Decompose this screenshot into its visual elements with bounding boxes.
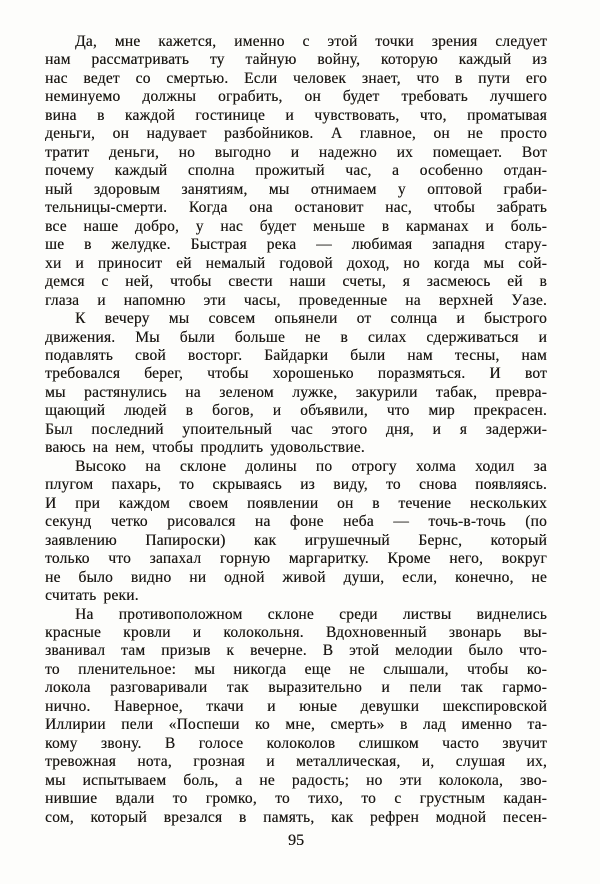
text-block	[45, 33, 547, 827]
text-line: подавлять свой восторг. Байдарки были нам тесны, нам	[45, 346, 547, 364]
text-line: нично. Наверное, ткачи и юные девушки шекспировской	[45, 697, 547, 715]
text-line: требовался берег, чтобы хорошенько поразмяться. И вот	[45, 365, 547, 383]
text-line: секунд четко рисовался на фоне неба — точь-в-точь (по	[45, 513, 547, 531]
text-line: считать реки.	[45, 587, 139, 605]
text-line: Был последний упоительный час этого дня, и я задержи-	[45, 420, 547, 438]
text-line: тратит деньги, но выгодно и надежно их помещает. Вот	[45, 143, 547, 161]
text-line: хи и приносит ей немалый годовой доход, но когда мы сой-	[45, 254, 547, 272]
text-line: ваюсь на нем, чтобы продлить удовольствие.	[45, 439, 365, 457]
text-line: нившие вдали то громко, то тихо, то с грустным кадан-	[45, 790, 547, 808]
text-line: ный здоровым занятиям, мы отнимаем у оптовой граби-	[45, 180, 547, 198]
text-line: мы испытываем боль, а не радость; но эти колокола, зво-	[45, 771, 547, 789]
text-line: званивал там призыв к вечерне. В этой мелодии было что-	[45, 642, 547, 660]
text-line: Иллирии пели «Поспеши ко мне, смерть» в лад именно та-	[45, 716, 547, 734]
text-line: щающий людей в богов, и объявили, что мир прекрасен.	[45, 402, 547, 420]
text-line: локола разговаривали так выразительно и пели так гармо-	[45, 679, 547, 697]
page-number: 95	[288, 832, 304, 849]
text-line: кому звону. В голосе колоколов слишком часто звучит	[45, 734, 547, 752]
text-line: На противоположном склоне среди листвы виднелись	[75, 605, 547, 623]
text-line: то пленительное: мы никогда еще не слышали, чтобы ко-	[45, 660, 547, 678]
text-line: заявлению Папироски) как игрушечный Бернс, который	[45, 531, 547, 549]
text-line: тельницы-смерти. Когда она остановит нас, чтобы забрать	[45, 199, 547, 217]
text-line: только что запахал горную маргаритку. Кроме него, вокруг	[45, 550, 547, 568]
text-line: нам рассматривать ту тайную войну, которую каждый из	[45, 51, 547, 69]
text-line: глаза и напомню эти часы, проведенные на верхней Уазе.	[45, 291, 547, 309]
text-line: красные кровли и колокольня. Вдохновенный звонарь вы-	[45, 624, 547, 641]
text-line: тревожная нота, грозная и металлическая, и, слушая их,	[45, 753, 547, 771]
text-line: К вечеру мы совсем опьянели от солнца и быстрого	[75, 310, 547, 328]
text-line: ше в желудке. Быстрая река — любимая западня стару-	[45, 236, 547, 254]
text-line: вина в каждой гостинице и чувствовать, что, проматывая	[45, 106, 547, 124]
text-line: движения. Мы были больше не в силах сдерживаться и	[45, 328, 547, 346]
text-line: почему каждый сполна прожитый час, а особенно отдан-	[45, 162, 547, 180]
text-line: все наше добро, у нас будет меньше в карманах и боль-	[45, 217, 547, 235]
text-line: сом, который врезался в память, как рефрен модной песен-	[45, 808, 547, 826]
text-line: не было видно ни одной живой души, если, конечно, не	[45, 568, 547, 586]
text-line: Высоко на склоне долины по отрогу холма ходил за	[75, 457, 547, 475]
text-line: демся с ней, чтобы свести наши счеты, я засмеюсь ей в	[45, 273, 547, 291]
text-line: мы растянулись на зеленом лужке, закурили табак, превра-	[45, 383, 547, 401]
text-line: плугом пахарь, то скрываясь из виду, то снова появляясь.	[45, 476, 547, 494]
text-line: И при каждом своем появлении он в течение нескольких	[45, 494, 547, 512]
text-line: нас ведет со смертью. Если человек знает, что в пути его	[45, 69, 547, 87]
text-line: неминуемо должны ограбить, он будет требовать лучшего	[45, 88, 547, 106]
text-line: деньги, он надувает разбойников. А главное, он не просто	[45, 125, 547, 143]
text-line: Да, мне кажется, именно с этой точки зрения следует	[75, 33, 547, 50]
